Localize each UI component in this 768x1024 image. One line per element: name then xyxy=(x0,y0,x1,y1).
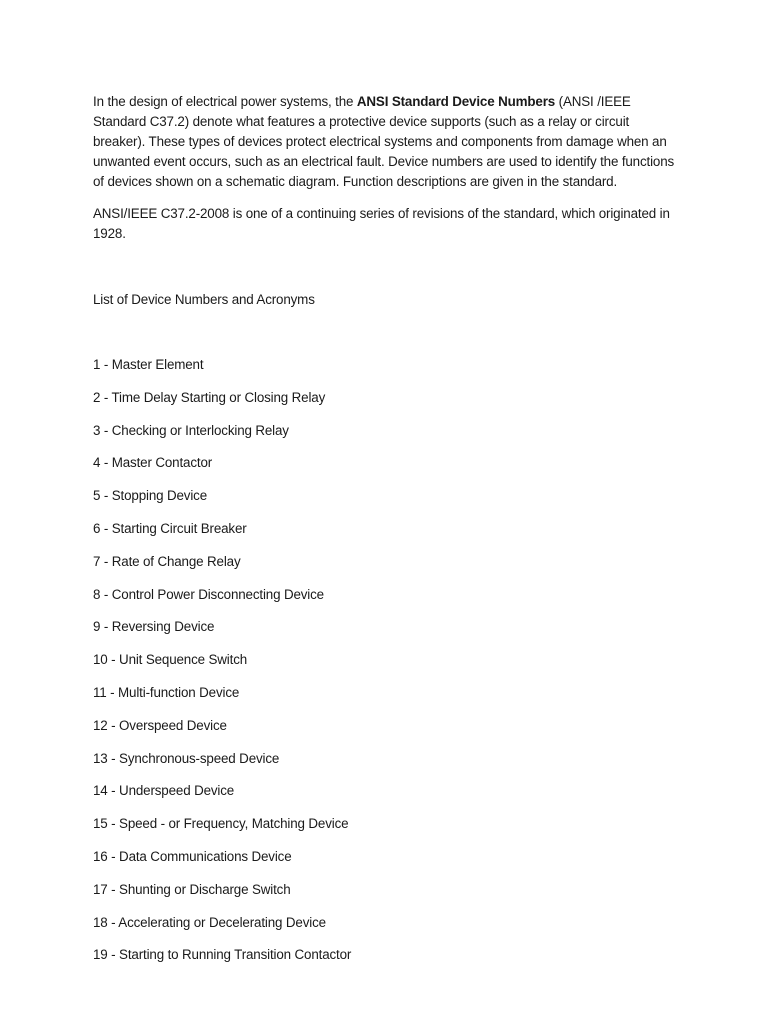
device-list-item: 8 - Control Power Disconnecting Device xyxy=(93,586,324,602)
device-list-item: 10 - Unit Sequence Switch xyxy=(93,652,248,668)
intro-text-end: (ANSI /IEEE Standard C37.2) denote what features a protective device supports (such as a relay or circuit breaker). These types of devices protect electrical systems and components from damage when an unwanted event occurs, such as an electrical fault. Device numbers are used to identify the functions of devices shown on a schematic diagram. Function descriptions are given in the standard. xyxy=(93,94,675,189)
device-list-item: 16 - Data Communications Device xyxy=(93,848,292,864)
device-list-item: 18 - Accelerating or Decelerating Device xyxy=(93,914,326,930)
device-list-item: 5 - Stopping Device xyxy=(93,488,208,504)
device-list-item: 15 - Speed - or Frequency, Matching Device xyxy=(93,816,349,832)
device-list-item: 13 - Synchronous-speed Device xyxy=(93,750,280,766)
device-list-item: 17 - Shunting or Discharge Switch xyxy=(93,881,291,897)
intro-bold-term: ANSI Standard Device Numbers xyxy=(356,94,556,109)
device-list-item: 14 - Underspeed Device xyxy=(93,783,235,799)
device-list-item: 4 - Master Contactor xyxy=(93,455,213,471)
device-list-item: 3 - Checking or Interlocking Relay xyxy=(93,422,289,438)
device-list-item: 1 - Master Element xyxy=(93,357,204,372)
device-list-item: 19 - Starting to Running Transition Contactor xyxy=(93,947,352,963)
intro-paragraph xyxy=(93,92,678,192)
device-list-item: 6 - Starting Circuit Breaker xyxy=(93,520,247,536)
device-list-item: 9 - Reversing Device xyxy=(93,619,215,635)
device-list-item: 7 - Rate of Change Relay xyxy=(93,553,241,569)
revision-paragraph: ANSI/IEEE C37.2-2008 is one of a continuing series of revisions of the standard, which originated in 1928. xyxy=(93,206,670,241)
intro-text-start: In the design of electrical power systems, the xyxy=(93,94,357,109)
list-heading: List of Device Numbers and Acronyms xyxy=(93,292,315,307)
device-list xyxy=(93,355,351,978)
device-list-item: 12 - Overspeed Device xyxy=(93,717,227,733)
device-list-item: 2 - Time Delay Starting or Closing Relay xyxy=(93,389,326,405)
device-list-item: 11 - Multi-function Device xyxy=(93,684,240,700)
